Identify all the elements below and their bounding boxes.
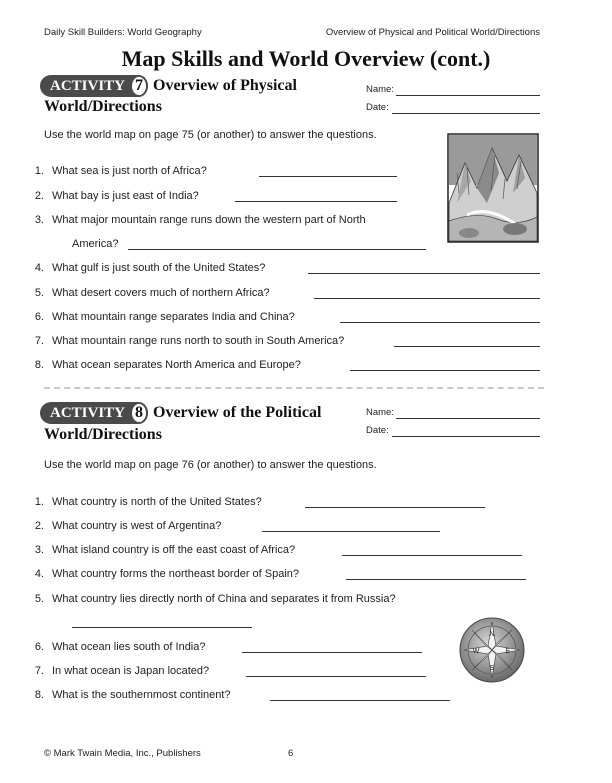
question-text: What island country is off the east coast of Africa?: [52, 544, 296, 556]
question-text: What bay is just east of India?: [52, 190, 199, 202]
a8-question-3: [26, 544, 295, 556]
question-number: 1.: [34, 496, 44, 508]
question-number: 8.: [34, 359, 44, 371]
a8-answer-5[interactable]: [72, 627, 252, 628]
a8-answer-6[interactable]: [242, 652, 422, 653]
a8-answer-1[interactable]: [305, 507, 485, 508]
activity-label: ACTIVITY: [50, 405, 126, 421]
a8-question-6: [26, 641, 205, 653]
a8-answer-7[interactable]: [246, 676, 426, 677]
a8-question-4: [26, 568, 299, 580]
activity-number: 7: [130, 75, 148, 97]
a7-question-3-continued: America?: [72, 238, 119, 250]
a7-question-5: [26, 287, 270, 299]
a8-question-8: [26, 689, 231, 701]
activity-8-date-field[interactable]: [392, 436, 540, 437]
a7-answer-1[interactable]: [259, 176, 397, 177]
question-text: What country is west of Argentina?: [52, 520, 222, 532]
question-text: What mountain range runs north to south in South America?: [52, 335, 345, 347]
a7-answer-3[interactable]: [128, 249, 426, 250]
a7-answer-6[interactable]: [340, 322, 540, 323]
activity-7-date-label: Date:: [366, 102, 389, 113]
question-number: 5.: [34, 593, 44, 605]
question-text: What country forms the northeast border of Spain?: [52, 568, 300, 580]
question-number: 5.: [34, 287, 44, 299]
compass-e-label: E: [505, 648, 511, 655]
a7-question-7: [26, 335, 344, 347]
running-header-right: Overview of Physical and Political World/Directions: [325, 27, 540, 38]
activity-8-date-label: Date:: [366, 425, 389, 436]
question-text: What major mountain range runs down the western part of North: [52, 214, 366, 226]
question-number: 3.: [34, 214, 44, 226]
compass-rose-icon: [458, 616, 526, 684]
a7-answer-4[interactable]: [308, 273, 540, 274]
mountain-illustration: [447, 133, 539, 243]
question-text: What mountain range separates India and China?: [52, 311, 295, 323]
question-number: 2.: [34, 190, 44, 202]
activity-7-name-label: Name:: [366, 84, 394, 95]
activity-8-title-line1: Overview of the Political: [153, 404, 322, 421]
activity-7-instructions: Use the world map on page 75 (or another) to answer the questions.: [44, 129, 377, 141]
activity-7-title-line1: Overview of Physical: [153, 77, 297, 94]
a7-question-4: [26, 262, 265, 274]
a8-answer-3[interactable]: [342, 555, 522, 556]
a8-question-5: [26, 593, 396, 605]
compass-w-label: W: [472, 648, 480, 655]
activity-number: 8: [130, 402, 148, 424]
a7-question-6: [26, 311, 295, 323]
a8-question-7: [26, 665, 209, 677]
a7-answer-8[interactable]: [350, 370, 540, 371]
question-number: 1.: [34, 165, 44, 177]
a7-answer-7[interactable]: [394, 346, 540, 347]
question-text: What is the southernmost continent?: [52, 689, 231, 701]
section-divider: [44, 387, 544, 389]
question-number: 4.: [34, 568, 44, 580]
question-number: 7.: [34, 665, 44, 677]
footer-publisher: © Mark Twain Media, Inc., Publishers: [44, 748, 201, 759]
a7-question-2: [26, 190, 199, 202]
page-number: 6: [288, 748, 294, 759]
question-number: 2.: [34, 520, 44, 532]
a7-answer-2[interactable]: [235, 201, 397, 202]
running-header-left: Daily Skill Builders: World Geography: [44, 27, 202, 38]
question-text: What country is north of the United States?: [52, 496, 262, 508]
question-text: What country lies directly north of China and separates it from Russia?: [52, 593, 396, 605]
question-number: 6.: [34, 641, 44, 653]
activity-8-badge: [40, 402, 148, 424]
question-number: 4.: [34, 262, 44, 274]
activity-7-title-line2: World/Directions: [44, 98, 162, 115]
question-text: What sea is just north of Africa?: [52, 165, 207, 177]
activity-8-name-label: Name:: [366, 407, 394, 418]
activity-7-badge: [40, 75, 148, 97]
question-number: 8.: [34, 689, 44, 701]
question-number: 7.: [34, 335, 44, 347]
compass-s-label: S: [489, 665, 495, 672]
question-text: In what ocean is Japan located?: [52, 665, 210, 677]
activity-8-instructions: Use the world map on page 76 (or another) to answer the questions.: [44, 459, 377, 471]
a7-question-1: [26, 165, 207, 177]
question-text: What ocean separates North America and Europe?: [52, 359, 301, 371]
activity-8-name-field[interactable]: [396, 418, 540, 419]
activity-7-name-field[interactable]: [396, 95, 540, 96]
question-text: What ocean lies south of India?: [52, 641, 206, 653]
a8-question-2: [26, 520, 221, 532]
page-title: Map Skills and World Overview (cont.): [121, 46, 491, 71]
activity-label: ACTIVITY: [50, 78, 126, 94]
a7-answer-5[interactable]: [314, 298, 540, 299]
a8-question-1: [26, 496, 262, 508]
activity-8-title-line2: World/Directions: [44, 426, 162, 443]
a8-answer-8[interactable]: [270, 700, 450, 701]
a7-question-8: [26, 359, 301, 371]
a8-answer-4[interactable]: [346, 579, 526, 580]
compass-n-label: N: [489, 631, 495, 638]
question-text: What desert covers much of northern Africa?: [52, 287, 270, 299]
question-text: What gulf is just south of the United States?: [52, 262, 266, 274]
a8-answer-2[interactable]: [262, 531, 440, 532]
activity-7-date-field[interactable]: [392, 113, 540, 114]
question-number: 6.: [34, 311, 44, 323]
question-number: 3.: [34, 544, 44, 556]
a7-question-3: [26, 214, 366, 226]
